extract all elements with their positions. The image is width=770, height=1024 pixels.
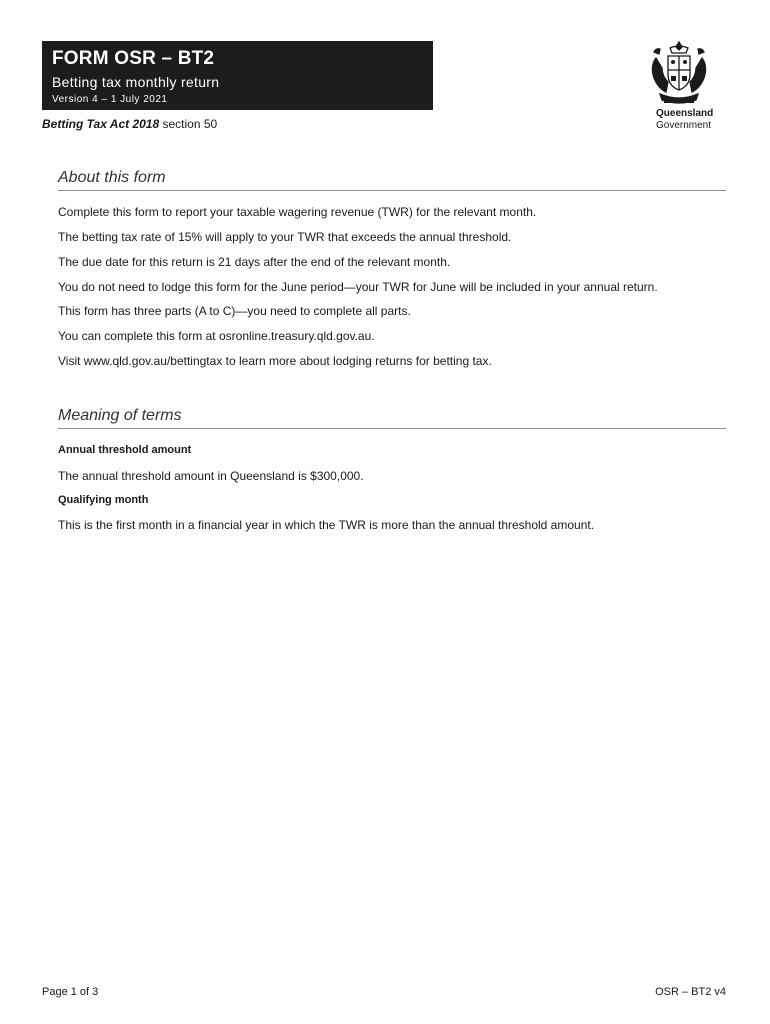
about-paragraph: You do not need to lodge this form for the June period—your TWR for June will be included in your annual return.	[58, 280, 658, 294]
section-heading-about: About this form	[58, 169, 726, 191]
term-text-qualifying-month: This is the first month in a financial year in which the TWR is more than the annual threshold amount.	[58, 518, 595, 532]
form-code: FORM OSR – BT2	[52, 48, 215, 69]
form-footer-code: OSR – BT2 v4	[655, 986, 726, 998]
about-paragraph: The betting tax rate of 15% will apply to your TWR that exceeds the annual threshold.	[58, 230, 512, 244]
act-name: Betting Tax Act 2018	[42, 117, 160, 131]
act-reference	[42, 117, 217, 131]
form-name: Betting tax monthly return	[52, 74, 220, 90]
logo-text-queensland: Queensland	[656, 108, 714, 119]
form-version: Version 4 – 1 July 2021	[52, 94, 168, 105]
form-title-box	[42, 41, 433, 110]
act-section: section 50	[162, 117, 218, 131]
logo-text-government: Government	[656, 120, 712, 131]
about-paragraph: You can complete this form at osronline.treasury.qld.gov.au.	[58, 329, 375, 343]
queensland-government-logo	[642, 40, 732, 132]
about-paragraph: Complete this form to report your taxable wagering revenue (TWR) for the relevant month.	[58, 205, 537, 219]
term-text-annual-threshold: The annual threshold amount in Queensland is $300,000.	[58, 469, 364, 483]
section-heading-terms: Meaning of terms	[58, 407, 726, 429]
about-paragraph: This form has three parts (A to C)—you need to complete all parts.	[58, 304, 411, 318]
about-paragraph: Visit www.qld.gov.au/bettingtax to learn more about lodging returns for betting tax.	[58, 354, 492, 368]
term-title-qualifying-month: Qualifying month	[58, 494, 149, 506]
queensland-coat-of-arms-icon	[648, 40, 710, 108]
term-title-annual-threshold: Annual threshold amount	[58, 444, 192, 456]
page-number: Page 1 of 3	[42, 986, 99, 998]
about-paragraph: The due date for this return is 21 days after the end of the relevant month.	[58, 255, 451, 269]
